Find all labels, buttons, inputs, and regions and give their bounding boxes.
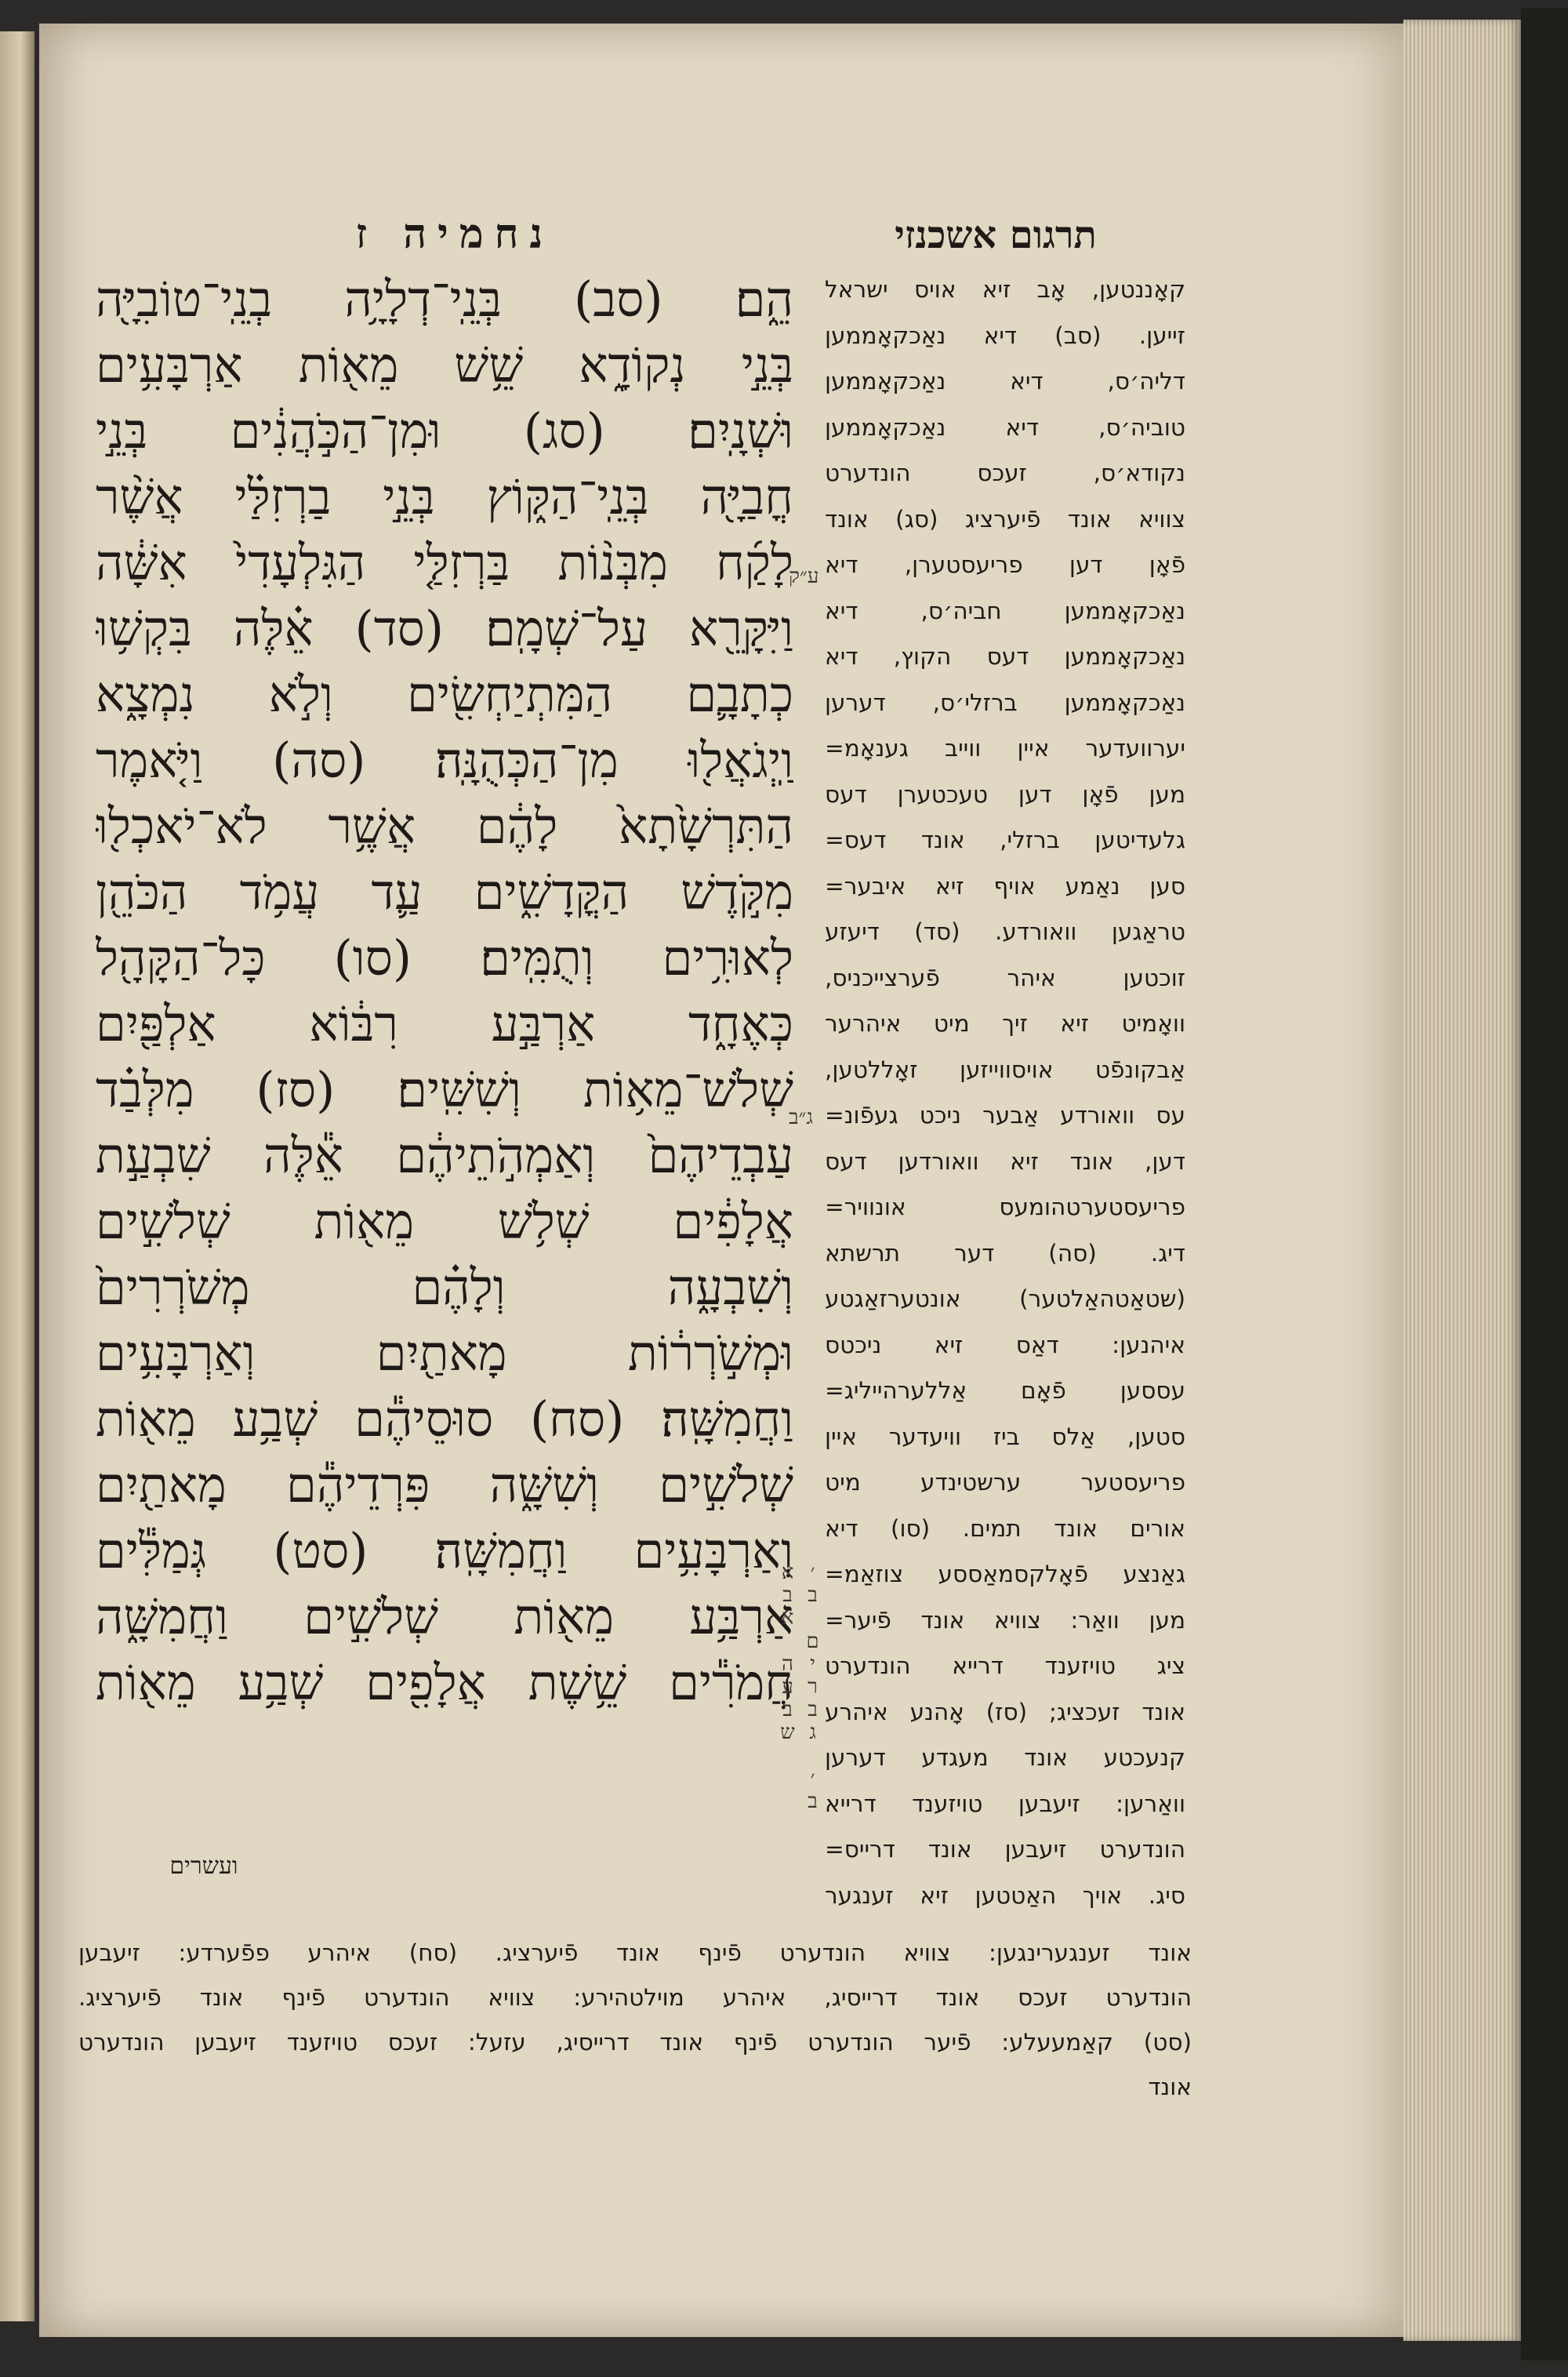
translation-line: קנעכטע אונד מעגדע דערען <box>825 1744 1185 1771</box>
translation-line: יערוועדער איין ווייב גענאָמ= <box>825 735 1185 761</box>
hebrew-line: חֳבַיָּ֖ה בְּנֵֽי־הַקּ֑וֹץ בְּנֵ֣י בַרְזִלַּ֗י אֲשֶׁ֨ר <box>96 468 793 525</box>
translation-line: וואָמיט זיא זיך מיט איהרער <box>825 1010 1185 1037</box>
book-cover-edge <box>1521 8 1568 2361</box>
translation-line: סען נאַמע אויף זיא איבער= <box>825 872 1185 900</box>
translation-line: סטען, אַלס ביז וויעדער איין <box>825 1423 1185 1450</box>
translation-line: אונד זענגערינגען: צוויא הונדערט פֿינף אונד פֿיערציג. (סח) איהרע פפֿערדע: זיעבען <box>78 1939 1192 1966</box>
translation-line: פריעסטער ערשטינדע מיט <box>825 1469 1185 1496</box>
hebrew-line: שְׁלֹשִׁ֣ים וְשִׁשָּׁ֑ה פִּרְדֵיהֶ֕ם מָאתַ֖יִם <box>96 1456 793 1514</box>
hebrew-line: כְתָבָ֛ם הַמִּתְיַחְשִׂ֖ים וְלֹ֣א נִמְצָ֑א <box>96 666 793 723</box>
translation-line: טראַגען וואורדע. (סד) דיעזע <box>825 918 1185 945</box>
translation-continuation <box>78 1931 1192 2110</box>
page-block-edges <box>1403 20 1521 2341</box>
hebrew-line: חֲמֹרִ֕ים שֵׁ֥שֶׁת אֲלָפִ֖ים שְׁבַ֥ע מֵא֖וֹת <box>96 1654 793 1711</box>
margin-note-vertical: ב׳ גברים ב׳ שבעה אבא <box>775 1561 824 1812</box>
hebrew-line: כְּאֶחָ֑ד אַרְבַּ֣ע רִבּ֔וֹא אַלְפַּ֖יִם <box>96 995 793 1052</box>
translation-line: ציג טויזענד דרייא הונדערט <box>825 1652 1185 1679</box>
hebrew-line: הַתִּרְשָׁ֙תָא֙ לָהֶ֔ם אֲשֶׁ֥ר לֹא־יֹאכְל֖וּ <box>96 798 793 855</box>
hebrew-text-column <box>96 267 793 1843</box>
hebrew-line: לָקַ֜ח מִבְּנ֨וֹת בַּרְזִלַּ֤י הַגִּלְעָדִי֙ אִשָּׁ֔ה <box>96 534 793 591</box>
translation-line: נאַכקאָממען ברזלי׳ס, דערען <box>825 689 1185 716</box>
translation-line: אורים אונד תמים. (סו) דיא <box>825 1514 1185 1542</box>
translation-line: קאָננטען, אָב זיא אויס ישראל <box>825 276 1185 303</box>
translation-line: פֿאָן דען פריעסטערן, דיא <box>825 551 1185 578</box>
translation-line: דען, אונד זיא וואורדען דעס <box>825 1147 1185 1175</box>
translation-line: (סט) קאַמעעלע: פֿיער הונדערט פֿינף אונד דרייסיג, עזעל: זעכס טויזענד זיעבען הונדערט <box>78 2029 1192 2055</box>
translation-line: פריעסטערטהומעס אונוויר= <box>825 1194 1185 1220</box>
hebrew-line: וַחֲמִשָּֽׁה׃ (סח) סוּסֵיהֶ֕ם שְׁבַ֥ע מֵא֖וֹת <box>96 1390 793 1448</box>
translation-line: זוכטען איהר פֿערצייכניס, <box>825 964 1185 991</box>
hebrew-line: בְּנֵ֣י נְקוֹדָ֑א שֵׁ֥שׁ מֵא֖וֹת אַרְבָּעִ֥ים <box>96 336 793 394</box>
translation-line: גלעדיטען ברזלי, אונד דעס= <box>825 827 1185 853</box>
hebrew-line: אֲלָפִ֔ים שְׁלֹ֥שׁ מֵא֖וֹת שְׁלֹשִׁ֣ים <box>96 1193 793 1250</box>
translation-line: הונדערט זיעבען אונד דרייס= <box>825 1836 1185 1863</box>
hebrew-line: וּמְשֹׁ֣רְר֔וֹת מָאתַ֖יִם וְאַרְבָּעִ֥ים <box>96 1325 793 1382</box>
hebrew-line: עַבְדֵיהֶם֙ וְאַמְהֹ֣תֵיהֶ֔ם אֵ֕לֶּה שִׁבְעַ֣ת <box>96 1127 793 1184</box>
translation-line: אונד זעכציג; (סז) אָהנע איהרע <box>825 1698 1185 1725</box>
translation-line: אונד <box>1148 2074 1192 2100</box>
translation-line: מען וואַר: צוויא אונד פֿיער= <box>825 1606 1185 1634</box>
translation-column <box>825 267 1185 1953</box>
translation-line: נקודא׳ס, זעכס הונדערט <box>825 460 1185 486</box>
margin-note: ג״ב <box>789 1106 813 1129</box>
running-header-hebrew: נחמיה ז <box>355 210 554 258</box>
hebrew-line: וּשְׁנָֽיִם׃ (סג) וּמִן־הַכֹּ֣הֲנִ֔ים בְּנֵ֣י <box>96 402 793 460</box>
translation-line: (שטאַטהאַלטער) אונטערזאַגטע <box>825 1285 1185 1312</box>
translation-line: אַבקונפֿט אויסווייזען זאָללטען, <box>825 1056 1185 1083</box>
translation-line: הונדערט זעכס אונד דרייסיג, איהרע מוילטהירע: צוויא הונדערט פֿינף אונד פֿיערציג. <box>78 1984 1192 2011</box>
translation-line: דיג. (סה) דער תרשתא <box>825 1239 1185 1267</box>
translation-line: זייען. (סב) דיא נאַכקאָממען <box>825 322 1185 349</box>
translation-line: דליה׳ס, דיא נאַכקאָממען <box>825 368 1185 394</box>
hebrew-line: וְשִׁבְעָ֑ה וְלָהֶ֗ם מְשֹׁרְרִים֙ <box>96 1259 793 1316</box>
translation-line: צוויא אונד פֿיערציג (סג) אונד <box>825 505 1185 532</box>
translation-line: איהנען: דאַס זיא ניכטס <box>825 1331 1185 1358</box>
translation-line: גאַנצע פֿאָלקסמאַססע צוזאַמ= <box>825 1561 1185 1587</box>
previous-page-edge <box>0 31 34 2321</box>
margin-note: ע״ק <box>789 565 819 588</box>
hebrew-line: אַרְבַּ֥ע מֵא֖וֹת שְׁלֹשִׁ֣ים וַחֲמִשָּׁ֑ה <box>96 1588 793 1645</box>
hebrew-line: וַֽיְגֹאֲל֖וּ מִן־הַכְּהֻנָּֽה׃ (סה) וַיֹּ֤אמֶר <box>96 732 793 789</box>
hebrew-line: מִקֹּ֣דֶשׁ הַקֳּדָשִׁ֑ים עַ֛ד עֲמֹ֥ד הַכֹּהֵ֖ן <box>96 863 793 921</box>
running-header-translation: תרגום אשכנזי <box>895 213 1097 257</box>
translation-line: עס וואורדע אַבער ניכט געפֿונ= <box>825 1102 1185 1129</box>
hebrew-line: לְאוּרִ֥ים וְתֻמִּֽים׃ (סו) כָּל־הַקָּהָ֖ל <box>96 929 793 987</box>
translation-line: מען פֿאָן דען טעכטערן דעס <box>825 780 1185 808</box>
hebrew-line: הֵ֑ם׃ (סב) בְּנֵֽי־דְלָיָ֥ה בְנֵֽי־טוֹבִיָּ֖ה <box>96 271 793 328</box>
translation-line: סיג. אויך האַטטען זיא זענגער <box>825 1881 1185 1909</box>
hebrew-line: וַיִּקָּרֵ֖א עַל־שְׁמָֽם׃ (סד) אֵ֗לֶּה בִּקְשׁ֥וּ <box>96 600 793 657</box>
translation-line: טוביה׳ס, דיא נאַכקאָממען <box>825 413 1185 441</box>
translation-line: נאַכקאָממען חביה׳ס, דיא <box>825 597 1185 624</box>
translation-line: נאַכקאָממען דעס הקוץ, דיא <box>825 643 1185 670</box>
translation-line: עססען פֿאָם אַללערהייליג= <box>825 1377 1185 1404</box>
hebrew-line: שְׁלֹשׁ־מֵא֥וֹת וְשִׁשִּֽׁים׃ (סז) מִלְּבַ֗ד <box>96 1061 793 1118</box>
hebrew-line: וְאַרְבָּעִ֥ים וַחֲמִשָּֽׁה׃ (סט) גְּמַלִּ֕ים <box>96 1522 793 1579</box>
translation-line: וואַרען: זיעבען טויזענד דרייא <box>825 1790 1185 1817</box>
catchword: ועשרים <box>169 1852 238 1880</box>
